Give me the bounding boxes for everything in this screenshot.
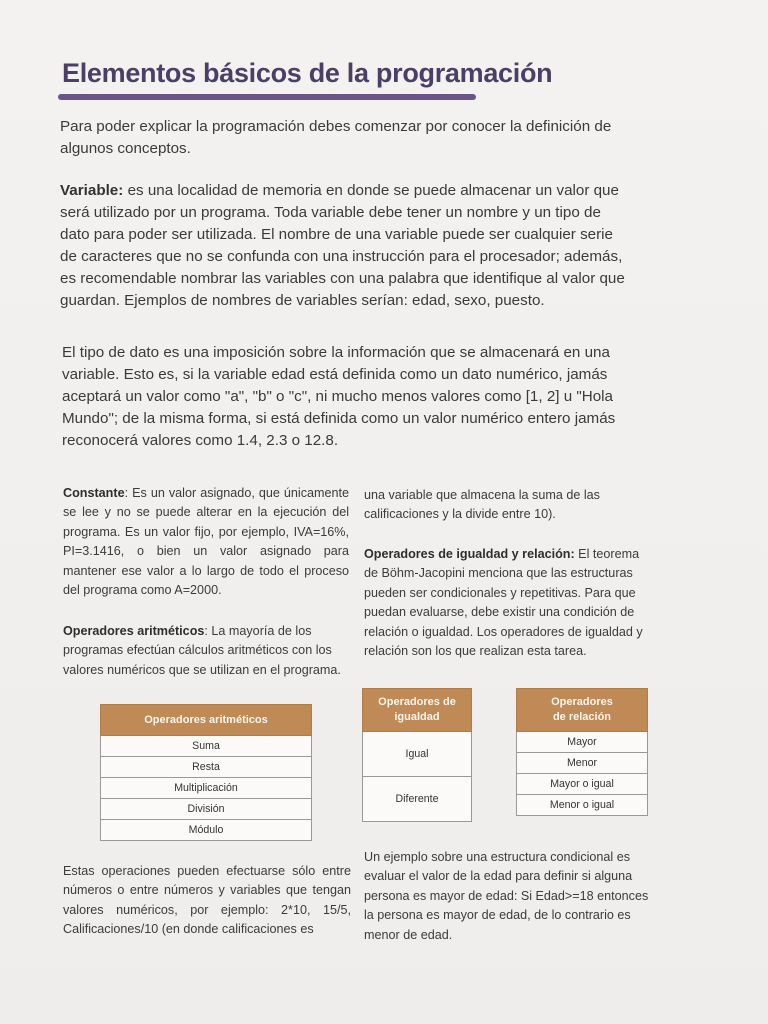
igualdad-term: Operadores de igualdad y relación:	[364, 547, 575, 561]
aritmeticos-paragraph	[63, 622, 349, 680]
relation-table-cell: Menor	[517, 753, 648, 774]
relation-table-header	[517, 689, 648, 732]
relation-table-cell: Menor o igual	[517, 795, 648, 816]
arithmetic-table-cell: Resta	[101, 757, 312, 778]
constante-term: Constante	[63, 486, 125, 500]
page-title: Elementos básicos de la programación	[62, 58, 553, 88]
aritmeticos-term: Operadores aritméticos	[63, 624, 205, 638]
equality-operators-table	[362, 688, 472, 822]
variable-paragraph	[60, 180, 628, 312]
arithmetic-table-cell: Suma	[101, 736, 312, 757]
igualdad-text: El teorema de Böhm-Jacopini menciona que las estructuras pueden ser condicionales y repetitivas. Para que puedan evaluarse, debe existir una condición de relación o igualdad. Los operadores de igualdad y relación son los que realizan esta tarea.	[364, 547, 643, 659]
arithmetic-operators-table	[100, 704, 312, 841]
variable-text: es una localidad de memoria en donde se puede almacenar un valor que será utilizado por un programa. Toda variable debe tener un nombre y un tipo de dato para poder ser utilizada. El nombre de una variable puede ser cualquier serie de caracteres que no se confunda con una instrucción para el procesador; además, es recomendable nombrar las variables con una palabra que identifique al valor que guardan. Ejemplos de nombres de variables serían: edad, sexo, puesto.	[60, 182, 625, 309]
continuacion-paragraph: una variable que almacena la suma de las calificaciones y la divide entre 10).	[364, 488, 600, 522]
equality-table-cell: Diferente	[363, 777, 472, 822]
relation-header-line2: de relación	[552, 711, 612, 723]
relation-header-line1: Operadores	[551, 696, 613, 708]
aritmeticos-text: : La mayoría de los programas efectúan cálculos aritméticos con los valores numéricos que se utilizan en el programa.	[63, 624, 341, 677]
variable-term: Variable:	[60, 182, 124, 199]
igualdad-paragraph	[364, 545, 652, 661]
equality-table-cell: Igual	[363, 732, 472, 777]
relation-table-cell: Mayor	[517, 732, 648, 753]
arithmetic-table-cell: Módulo	[101, 820, 312, 841]
intro-paragraph: Para poder explicar la programación debes comenzar por conocer la definición de algunos conceptos.	[60, 118, 612, 157]
operaciones-paragraph: Estas operaciones pueden efectuarse sólo entre números o entre números y variables que tengan valores numéricos, por ejemplo: 2*10, 15/5, Calificaciones/10 (en donde calificaciones es	[63, 864, 351, 937]
arithmetic-table-header: Operadores aritméticos	[101, 705, 312, 736]
constante-text: : Es un valor asignado, que únicamente se lee y no se puede alterar en la ejecución del programa. Es un valor fijo, por ejemplo, IVA=16%, PI=3.1416, o bien un valor asignado para mantener ese valor a lo largo de todo el proceso del programa como A=2000.	[63, 486, 349, 598]
relation-operators-table	[516, 688, 648, 816]
tipo-dato-paragraph: El tipo de dato es una imposición sobre la información que se almacenará en una variable. Esto es, si la variable edad está definida como un dato numérico, jamás aceptará un valor como "a", "b" o "c", ni mucho menos valores como [1, 2] u "Hola Mundo"; de la misma forma, si está definida como un valor numérico entero jamás reconocerá valores como 1.4, 2.3 o 12.8.	[62, 344, 616, 449]
ejemplo-paragraph: Un ejemplo sobre una estructura condicional es evaluar el valor de la edad para definir si alguna persona es mayor de edad: Si Edad>=18 entonces la persona es mayor de edad, de lo contrario es menor de edad.	[364, 850, 649, 942]
relation-table-cell: Mayor o igual	[517, 774, 648, 795]
equality-table-header	[363, 689, 472, 732]
equality-header-line2: igualdad	[394, 711, 440, 723]
arithmetic-table-cell: División	[101, 799, 312, 820]
title-underline	[58, 94, 476, 100]
arithmetic-table-cell: Multiplicación	[101, 778, 312, 799]
constante-paragraph	[63, 484, 349, 600]
equality-header-line1: Operadores de	[378, 696, 456, 708]
